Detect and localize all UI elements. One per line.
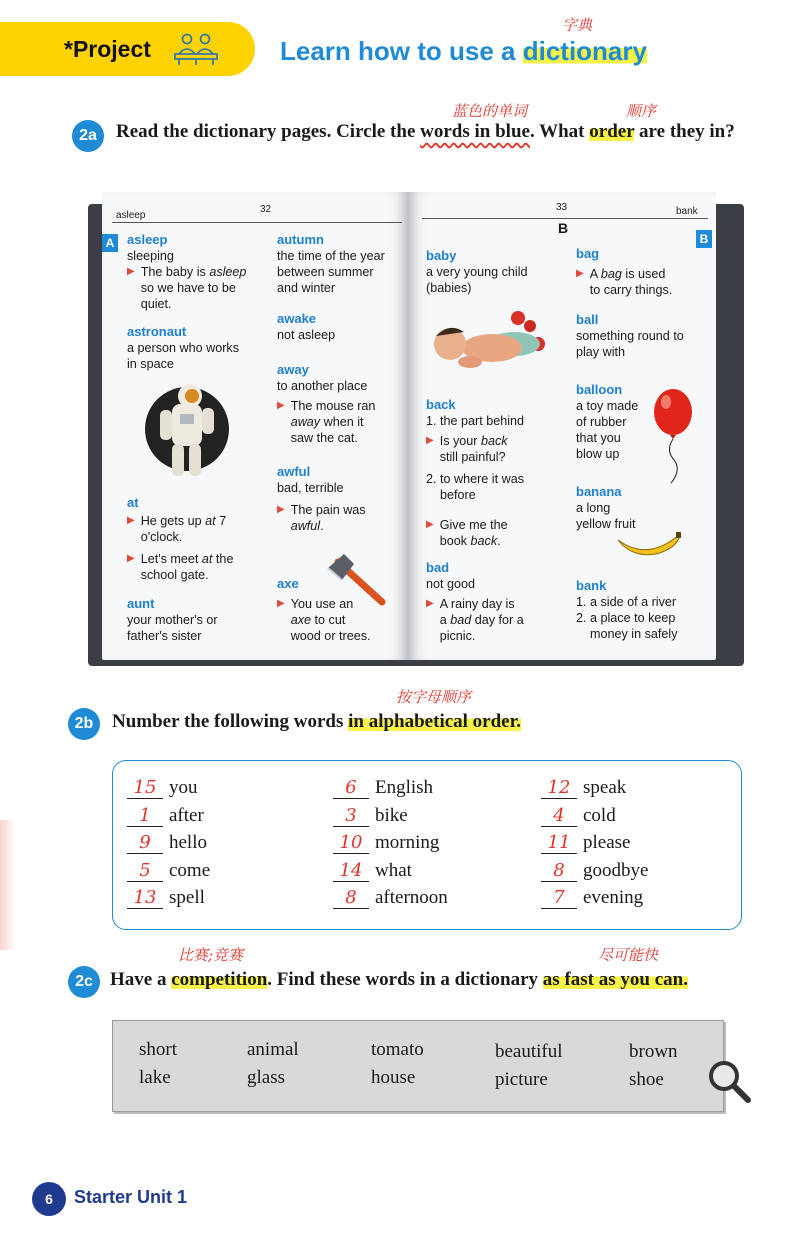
instr-2a-part3: are they in?: [634, 121, 735, 142]
example-triangle-icon: ▶: [277, 400, 285, 411]
example-triangle-icon: ▶: [277, 598, 285, 609]
example-text: wood or trees.: [290, 629, 371, 643]
word-item: [541, 860, 648, 882]
definition: your mother's or: [127, 613, 218, 627]
word-text: goodbye: [583, 859, 649, 881]
headword: awful: [277, 464, 311, 479]
side-tint: [0, 820, 16, 950]
word-item: [333, 887, 448, 909]
badge-2a: 2a: [72, 120, 104, 152]
example-text: 7: [215, 514, 227, 528]
instr-2a-order: order: [589, 121, 635, 142]
search-word: brown: [629, 1041, 678, 1062]
example-triangle-icon: ▶: [426, 435, 434, 446]
search-words-bar: [112, 1020, 724, 1112]
example-text: Give me the: [439, 518, 508, 532]
instr-2c-part1: Have a: [110, 969, 172, 990]
instr-2a-words: words in blue: [420, 121, 530, 142]
example: [426, 517, 566, 549]
definition: 2. to where it was: [426, 472, 524, 486]
order-number-blank[interactable]: 1: [127, 805, 163, 827]
definition: in space: [127, 357, 174, 371]
word-text: after: [169, 804, 204, 826]
word-order-box: [112, 760, 742, 930]
instruction-2c: [110, 966, 770, 993]
word-text: what: [375, 859, 412, 881]
example: [277, 596, 402, 644]
example-text: o'clock.: [140, 530, 183, 544]
example-text: picnic.: [439, 629, 476, 643]
note-as-fast: 尽可能快: [598, 946, 659, 964]
word-item: [127, 777, 198, 799]
left-header-rule: [112, 222, 402, 223]
word-item: [333, 805, 408, 827]
instr-2c-competition: competition: [171, 969, 268, 990]
word-item: [541, 887, 643, 909]
order-number-blank[interactable]: 14: [333, 860, 369, 882]
instr-2b-part1: Number the following words: [112, 711, 349, 732]
example-text: Let's meet: [140, 552, 202, 566]
definition: between summer: [277, 265, 374, 279]
example-text: a: [439, 613, 451, 627]
order-number-blank[interactable]: 12: [541, 777, 577, 799]
definition: 1. a side of a river: [576, 595, 677, 609]
example: [127, 551, 267, 583]
example-text: saw the cat.: [290, 431, 358, 445]
entry-back: [426, 397, 566, 549]
example: [277, 398, 402, 446]
search-word: short: [139, 1039, 177, 1060]
headword: back: [426, 397, 456, 412]
example-text: to carry things.: [589, 283, 673, 297]
definition: before: [440, 488, 476, 502]
badge-2c: 2c: [68, 966, 100, 998]
example-text: You use an: [290, 597, 354, 611]
definition: yellow fruit: [576, 517, 636, 531]
example-word: at: [201, 552, 213, 566]
entry-autumn: [277, 232, 402, 296]
example: [576, 266, 712, 298]
definition: a person who works: [127, 341, 239, 355]
order-number-blank[interactable]: 6: [333, 777, 369, 799]
example-text: A rainy day is: [439, 597, 515, 611]
word-item: [127, 887, 205, 909]
right-header-word: bank: [676, 206, 698, 217]
right-page-number: 33: [556, 202, 568, 213]
entry-baby: [426, 248, 566, 296]
badge-2b: 2b: [68, 708, 100, 740]
baby-illustration: [430, 304, 554, 376]
search-word: glass: [247, 1067, 285, 1088]
example-text: when it: [320, 415, 364, 429]
headword: axe: [277, 576, 299, 591]
banana-illustration: [614, 530, 682, 560]
example-text: is used: [621, 267, 666, 281]
example-word: back: [481, 434, 508, 448]
word-text: hello: [169, 832, 207, 853]
definition: play with: [576, 345, 625, 359]
headword: autumn: [277, 232, 324, 247]
letter-tab-a: A: [102, 234, 118, 252]
project-label: *Project: [64, 35, 151, 62]
word-text: please: [583, 832, 631, 853]
definition: bad, terrible: [277, 481, 344, 495]
entry-astronaut: [127, 324, 262, 372]
example-text: book: [439, 534, 471, 548]
definition: a long: [576, 501, 611, 515]
title-highlight: dictionary: [522, 36, 647, 66]
entry-away: [277, 362, 402, 446]
astronaut-illustration: [142, 374, 232, 484]
headword: at: [127, 495, 139, 510]
definition: (babies): [426, 281, 472, 295]
headword: bank: [576, 578, 607, 593]
search-word: shoe: [629, 1069, 664, 1090]
order-number-blank[interactable]: 5: [127, 860, 163, 882]
example-text: day for a: [471, 613, 524, 627]
order-number-blank[interactable]: 10: [333, 832, 369, 854]
word-text: afternoon: [375, 887, 448, 908]
entry-bad: [426, 560, 566, 644]
headword: awake: [277, 311, 317, 326]
word-text: come: [169, 859, 211, 881]
example: [127, 264, 262, 312]
headword: balloon: [576, 382, 623, 397]
word-text: evening: [583, 887, 644, 908]
example-word: bad: [450, 613, 472, 627]
headword: aunt: [127, 596, 155, 611]
example-text: A: [589, 267, 601, 281]
word-text: speak: [583, 777, 627, 798]
entry-asleep: [127, 232, 262, 312]
example-text: quiet.: [140, 297, 172, 311]
definition: not asleep: [277, 328, 336, 342]
headword: bad: [426, 560, 450, 575]
note-competition: 比赛;竞赛: [178, 946, 244, 964]
order-number-blank[interactable]: 4: [541, 805, 577, 827]
instr-2a-part1: Read the dictionary pages. Circle the: [116, 121, 421, 142]
definition: to another place: [277, 379, 368, 393]
example-word: bag: [600, 267, 622, 281]
example-triangle-icon: ▶: [277, 504, 285, 515]
example-triangle-icon: ▶: [127, 553, 135, 564]
definition: of rubber: [576, 415, 627, 429]
word-item: [333, 860, 412, 882]
project-tab: [0, 22, 255, 76]
dictionary-left-page: [102, 192, 408, 660]
definition: something round to: [576, 329, 684, 343]
example-triangle-icon: ▶: [426, 598, 434, 609]
definition: that you: [576, 431, 621, 445]
headword: ball: [576, 312, 599, 327]
instr-2c-fast: as fast as you can.: [542, 969, 688, 990]
word-text: bike: [375, 804, 408, 826]
search-word: animal: [247, 1039, 299, 1060]
page-number: 6: [32, 1182, 66, 1216]
word-item: [127, 832, 207, 854]
example-text: school gate.: [140, 568, 209, 582]
balloon-illustration: [650, 388, 696, 484]
search-word: lake: [139, 1067, 171, 1088]
entry-bank: [576, 578, 716, 642]
magnifier-icon: [706, 1058, 752, 1104]
dictionary-image: [88, 192, 744, 667]
example: [277, 502, 402, 534]
example-text: the: [212, 552, 234, 566]
search-word: house: [371, 1067, 416, 1088]
headword: asleep: [127, 232, 168, 247]
instr-2c-part2: . Find these words in a dictionary: [267, 969, 543, 990]
word-text: you: [169, 777, 198, 798]
order-number-blank[interactable]: 7: [541, 887, 577, 909]
definition: not good: [426, 577, 476, 591]
instruction-2b: [112, 708, 521, 735]
instr-2a-part2: . What: [529, 121, 590, 142]
entry-axe: [277, 576, 402, 644]
title-prefix: Learn how to use a: [280, 36, 523, 66]
definition: the time of the year: [277, 249, 385, 263]
unit-label: Starter Unit 1: [74, 1187, 188, 1207]
entry-ball: [576, 312, 712, 360]
example: [426, 596, 566, 644]
example-text: to cut: [311, 613, 346, 627]
word-text: cold: [583, 804, 616, 826]
example-text: The pain was: [290, 503, 366, 517]
word-text: English: [375, 777, 434, 798]
instruction-2a: [116, 118, 776, 145]
word-text: spell: [169, 887, 205, 908]
entry-at: [127, 495, 267, 583]
example-triangle-icon: ▶: [127, 266, 135, 277]
example-text: .: [320, 519, 324, 533]
definition: 1. the part behind: [426, 414, 525, 428]
search-word: beautiful: [495, 1041, 563, 1062]
dictionary-right-page: [408, 192, 716, 660]
example-text: The baby is: [140, 265, 210, 279]
word-item: [541, 832, 630, 854]
definition: 2. a place to keep: [576, 611, 676, 625]
search-word: picture: [495, 1069, 548, 1090]
right-header-rule: [422, 218, 708, 219]
order-number-blank[interactable]: 8: [333, 887, 369, 909]
example-text: Is your: [439, 434, 481, 448]
left-page-number: 32: [260, 204, 272, 215]
note-alphabetical: 按字母顺序: [396, 688, 472, 706]
definition: father's sister: [127, 629, 202, 643]
instr-2b-highlight: in alphabetical order.: [348, 711, 522, 732]
example-text: He gets up: [140, 514, 206, 528]
example-word: away: [290, 415, 321, 429]
right-letter-heading: B: [558, 220, 569, 236]
word-text: morning: [375, 832, 440, 853]
entry-awake: [277, 311, 402, 343]
word-item: [127, 805, 204, 827]
definition: money in safely: [590, 627, 678, 641]
example-text: still painful?: [439, 450, 506, 464]
headword: banana: [576, 484, 622, 499]
example: [426, 433, 566, 465]
page-title: [280, 36, 647, 67]
search-word: tomato: [371, 1039, 424, 1060]
letter-tab-b: B: [696, 230, 712, 248]
word-item: [127, 860, 210, 882]
example-triangle-icon: ▶: [127, 515, 135, 526]
definition: blow up: [576, 447, 620, 461]
example-word: back: [470, 534, 498, 548]
example-triangle-icon: ▶: [426, 519, 434, 530]
example-word: axe: [290, 613, 312, 627]
entry-banana: [576, 484, 712, 532]
left-header-word: asleep: [116, 210, 146, 221]
example-triangle-icon: ▶: [576, 268, 584, 279]
example-word: awful: [290, 519, 321, 533]
note-words-in-blue: 蓝色的单词: [452, 102, 528, 120]
entry-awful: [277, 464, 402, 534]
example-word: at: [205, 514, 216, 528]
team-icon: [173, 32, 219, 66]
order-number-blank[interactable]: 11: [541, 832, 577, 854]
word-item: [333, 777, 433, 799]
order-number-blank[interactable]: 13: [127, 887, 163, 909]
example-text: .: [497, 534, 501, 548]
definition: sleeping: [127, 249, 174, 263]
definition: a very young child: [426, 265, 528, 279]
headword: away: [277, 362, 309, 377]
entry-bag: [576, 246, 712, 298]
example-text: The mouse ran: [290, 399, 376, 413]
note-order: 顺序: [626, 102, 657, 120]
example-word: asleep: [209, 265, 247, 279]
word-item: [333, 832, 439, 854]
headword: astronaut: [127, 324, 187, 339]
note-title: 字典: [562, 16, 593, 34]
entry-aunt: [127, 596, 267, 644]
word-item: [541, 805, 616, 827]
order-number-blank[interactable]: 8: [541, 860, 577, 882]
example-text: so we have to be: [140, 281, 236, 295]
definition: and winter: [277, 281, 336, 295]
word-item: [541, 777, 626, 799]
headword: baby: [426, 248, 457, 263]
definition: a toy made: [576, 399, 639, 413]
example: [127, 513, 267, 545]
order-number-blank[interactable]: 3: [333, 805, 369, 827]
headword: bag: [576, 246, 600, 261]
order-number-blank[interactable]: 15: [127, 777, 163, 799]
order-number-blank[interactable]: 9: [127, 832, 163, 854]
